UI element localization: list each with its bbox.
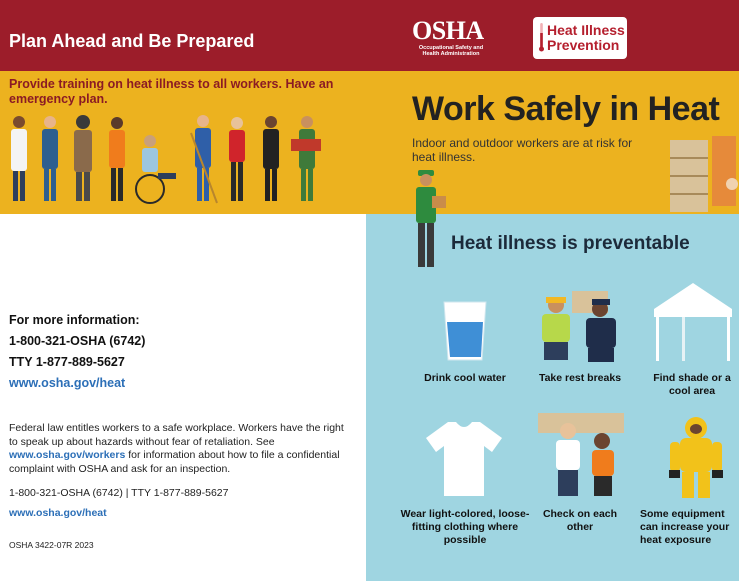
hero-subtitle: Indoor and outdoor workers are at risk for heat illness. [412,136,633,164]
contact-url-link[interactable]: www.osha.gov/heat [9,507,107,519]
badge-line-2: Prevention [547,37,620,53]
osha-logo [412,16,490,60]
document-id: OSHA 3422-07R 2023 [9,540,94,550]
check-on-each-other-icon [538,411,624,499]
protective-suit-icon [668,416,724,500]
tshirt-icon [424,420,504,498]
warehouse-shelves-illustration [668,132,739,214]
info-heading: For more information: [9,313,140,327]
clothing-label: Wear light-colored, loose-fitting clothing where possible [400,508,530,546]
workers-url-link[interactable]: www.osha.gov/workers [9,449,126,461]
water-glass-icon [442,300,488,362]
law-paragraph [9,422,354,476]
law-text-2: for information about how to file a confidential complaint with OSHA and ask for an inspection. [9,449,340,475]
thermometer-icon [539,23,544,53]
info-url-link[interactable]: www.osha.gov/heat [9,376,126,390]
training-text: Provide training on heat illness to all workers. Have an emergency plan. [9,77,334,106]
heat-illness-prevention-badge [533,17,627,59]
drink-cool-water-label: Drink cool water [424,372,506,384]
banner-title: Plan Ahead and Be Prepared [9,31,255,51]
law-text-1: Federal law entitles workers to a safe workplace. Workers have the right to speak up about hazards without fear of retaliation. See [9,422,344,448]
info-phone: 1-800-321-OSHA (6742) [9,334,146,348]
osha-logo-subtitle: Occupational Safety and Health Administration [418,45,484,57]
find-shade-label: Find shade or a cool area [653,372,731,397]
contact-line: 1-800-321-OSHA (6742) | TTY 1-877-889-5627 [9,487,229,499]
info-tty: TTY 1-877-889-5627 [9,355,125,369]
preventable-heading: Heat illness is preventable [451,233,690,254]
rest-break-icon [532,289,628,365]
equipment-heat-label: Some equipment can increase your heat exposure [640,508,730,546]
badge-line-1: Heat Illness [547,22,625,38]
worker-with-box-illustration [410,166,468,272]
shade-tent-icon [652,281,734,363]
check-on-each-other-label: Check on each other [542,508,618,533]
take-rest-breaks-label: Take rest breaks [538,372,622,384]
page-title: Work Safely in Heat [412,90,720,128]
workers-illustration [5,113,345,209]
osha-logo-word: OSHA [412,16,484,45]
